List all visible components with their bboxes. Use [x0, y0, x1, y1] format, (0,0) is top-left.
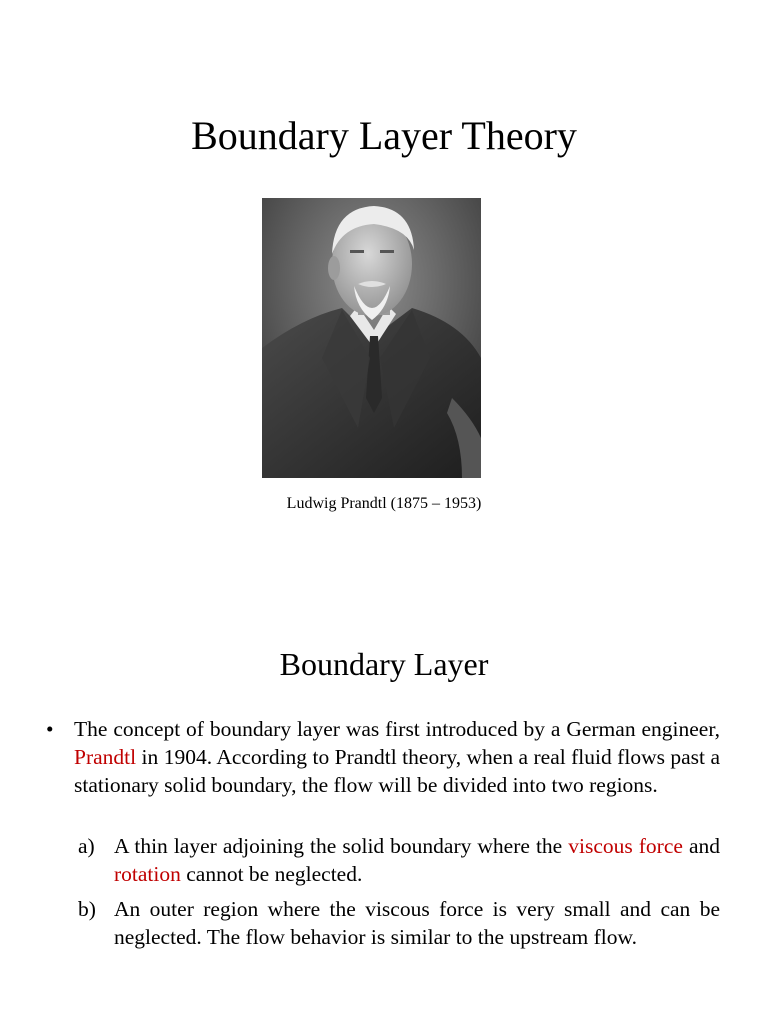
section-title: Boundary Layer [279, 646, 489, 682]
sub-a-text-1: A thin layer adjoining the solid boundary where the [114, 834, 569, 858]
highlight-prandtl: Prandtl [74, 745, 137, 769]
sub-marker-a: a) [78, 834, 95, 858]
portrait-photo [262, 198, 481, 478]
sub-item-a [78, 832, 720, 888]
sub-text-a [114, 832, 720, 888]
slide-boundary-layer [0, 600, 768, 1024]
sub-marker-b: b) [78, 897, 96, 921]
bullet-text-1: The concept of boundary layer was first introduced by a German engineer, [74, 717, 720, 741]
page-title: Boundary Layer Theory [191, 113, 577, 158]
bullet-paragraph [74, 715, 720, 799]
sub-a-text-2: and [682, 834, 721, 858]
highlight-rotation: rotation [114, 862, 181, 886]
highlight-viscous-force: viscous force [568, 834, 683, 858]
bullet-text-2: in 1904. According to Prandtl theory, when a real fluid flows past a stationary solid boundary, the flow will be divided into two regions. [74, 745, 720, 797]
sub-item-b [78, 895, 720, 951]
sub-a-text-3: cannot be neglected. [180, 862, 363, 886]
bullet-item [46, 715, 720, 799]
portrait-caption: Ludwig Prandtl (1875 – 1953) [286, 495, 482, 512]
bullet-marker: • [46, 717, 54, 741]
sub-text-b: An outer region where the viscous force is very small and can be neglected. The flow behavior is similar to the upstream flow. [114, 897, 720, 949]
